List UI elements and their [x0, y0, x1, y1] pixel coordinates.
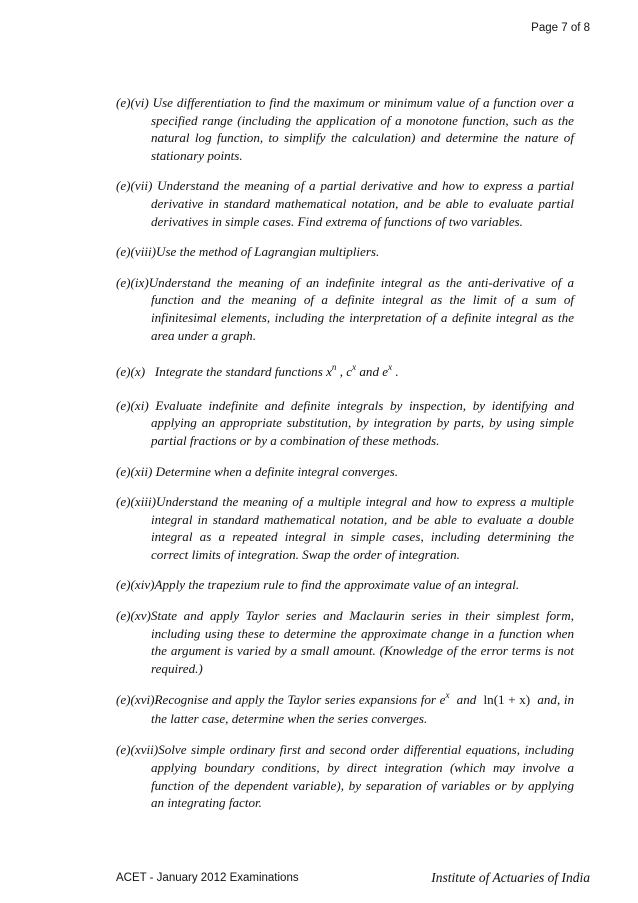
syllabus-item-e-xvi: (e)(xvi)Recognise and apply the Taylor series expansions for $e^x$ and ln(1 + x) and, in the latter case, determine when the series converges.	[116, 690, 575, 727]
math-x-power-n: $x^n$	[326, 362, 337, 380]
footer-institute-name: Institute of Actuaries of India	[431, 870, 590, 885]
syllabus-item-e-ix: (e)(ix)Understand the meaning of an indefinite integral as the anti-derivative of a function and the meaning of a definite integral as the limit of a sum of infinitesimal elements, including the interpretation of a definite integral as the area under a graph.	[116, 274, 574, 343]
syllabus-item-e-xiv: (e)(xiv)Apply the trapezium rule to find the approximate value of an integral.	[116, 577, 520, 593]
syllabus-item-e-viii: (e)(viii)Use the method of Lagrangian multipliers.	[116, 244, 380, 260]
syllabus-item-e-xi: (e)(xi) Evaluate indefinite and definite integrals by inspection, by identifying and applying an appropriate substitution, by integration by parts, by using simple partial fractions or by a combination of these methods.	[116, 397, 574, 448]
syllabus-item-e-vii: (e)(vii) Understand the meaning of a partial derivative and how to express a partial derivative in standard mathematical notation, and be able to evaluate partial derivatives in simple cases. Find extrema of functions of two variables.	[116, 178, 574, 229]
syllabus-item-e-xii: (e)(xii) Determine when a definite integral converges.	[116, 463, 399, 479]
syllabus-item-e-xvii: (e)(xvii)Solve simple ordinary first and second order differential equations, including applying boundary conditions, by direct integration (which may involve a function of the dependent variable), by separation of variables or by applying an integrating factor.	[116, 742, 574, 811]
math-e-power-x: $e^x$	[439, 690, 450, 708]
page-number: Page 7 of 8	[531, 22, 590, 34]
syllabus-item-e-xv: (e)(xv)State and apply Taylor series and Maclaurin series in their simplest form, including using these to determine the approximate change in a function when the argument is varied by a small amount. (Knowledge of the error terms is not required.)	[116, 608, 574, 676]
math-ln-1-plus-x: ln(1 + x)	[483, 692, 531, 708]
syllabus-item-e-x: (e)(x) Integrate the standard functions $x^n$ , $c^x$ and $e^x$ .	[116, 362, 399, 380]
math-e-power-x: $e^x$	[382, 362, 393, 380]
footer-exam-name: ACET - January 2012 Examinations	[116, 872, 299, 884]
syllabus-item-e-vi: (e)(vi) Use differentiation to find the maximum or minimum value of a function over a specified range (including the application of a monotone function, such as the natural log function, to simplify the calculation) and determine the nature of stationary points.	[116, 95, 574, 163]
syllabus-item-e-xiii: (e)(xiii)Understand the meaning of a multiple integral and how to express a multiple integral in standard mathematical notation, and be able to evaluate a double integral as a repeated integral in simple cases, including determining the correct limits of integration. Swap the order of integration.	[116, 494, 574, 562]
syllabus-list	[116, 94, 574, 825]
math-c-power-x: $c^x$	[346, 362, 357, 380]
